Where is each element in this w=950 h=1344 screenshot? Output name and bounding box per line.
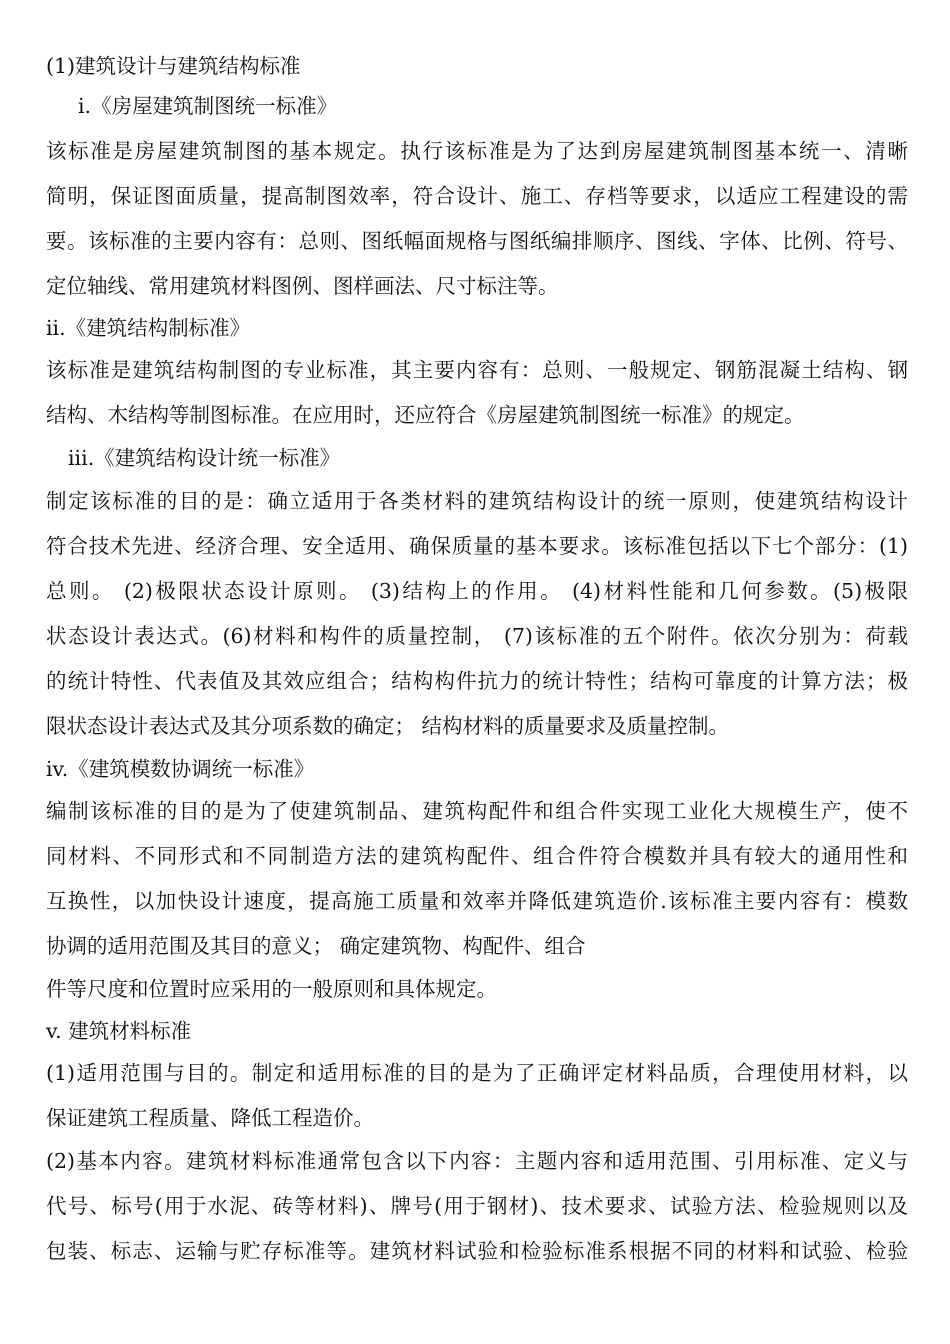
paragraph-line: 件等尺度和位置时应采用的一般原则和具体规定。 (46, 977, 497, 1001)
paragraph-line: 同材料、不同形式和不同制造方法的建筑构配件、组合件符合模数并具有较大的通用性和 (46, 844, 908, 868)
section-heading-1: (1)建筑设计与建筑结构标准 (46, 54, 301, 78)
paragraph-line: 定位轴线、常用建筑材料图例、图样画法、尺寸标注等。 (46, 274, 559, 298)
subheading-i: i.《房屋建筑制图统一标准》 (78, 94, 338, 118)
paragraph-line: 互换性，以加快设计速度，提高施工质量和效率并降低建筑造价.该标准主要内容有：模数 (46, 889, 908, 913)
paragraph-line: 结构、木结构等制图标准。在应用时，还应符合《房屋建筑制图统一标准》的规定。 (46, 403, 805, 427)
paragraph-line: 制定该标准的目的是：确立适用于各类材料的建筑结构设计的统一原则，使建筑结构设计 (46, 489, 908, 513)
paragraph-line: (2)基本内容。建筑材料标准通常包含以下内容：主题内容和适用范围、引用标准、定义与 (46, 1149, 908, 1173)
paragraph-line: 简明，保证图面质量，提高制图效率，符合设计、施工、存档等要求，以适应工程建设的需 (46, 184, 908, 208)
paragraph-line: 包装、标志、运输与贮存标准等。建筑材料试验和检验标准系根据不同的材料和试验、检验 (46, 1239, 908, 1263)
paragraph-line: 该标准是房屋建筑制图的基本规定。执行该标准是为了达到房屋建筑制图基本统一、清晰 (46, 139, 908, 163)
paragraph-line: 的统计特性、代表值及其效应组合；结构构件抗力的统计特性；结构可靠度的计算方法；极 (46, 669, 908, 693)
paragraph-line: 总则。 (2)极限状态设计原则。 (3)结构上的作用。 (4)材料性能和几何参数。(5)极限 (46, 579, 908, 603)
paragraph-line: (1)适用范围与目的。制定和适用标准的目的是为了正确评定材料品质，合理使用材料，以 (46, 1061, 908, 1085)
paragraph-line: 代号、标号(用于水泥、砖等材料)、牌号(用于钢材)、技术要求、试验方法、检验规则以及 (46, 1194, 908, 1218)
paragraph-line: 协调的适用范围及其目的意义； 确定建筑物、构配件、组合 (46, 934, 586, 958)
subheading-ii: ii.《建筑结构制标准》 (46, 316, 251, 340)
paragraph-line: 状态设计表达式。(6)材料和构件的质量控制， (7)该标准的五个附件。依次分别为：荷载 (46, 624, 908, 648)
paragraph-line: 要。该标准的主要内容有：总则、图纸幅面规格与图纸编排顺序、图线、字体、比例、符号、 (46, 229, 908, 253)
paragraph-line: 限状态设计表达式及其分项系数的确定； 结构材料的质量要求及质量控制。 (46, 714, 730, 738)
paragraph-line: 保证建筑工程质量、降低工程造价。 (46, 1106, 374, 1130)
subheading-iv: iv.《建筑模数协调统一标准》 (46, 757, 315, 781)
subheading-v: v. 建筑材料标准 (46, 1019, 192, 1043)
paragraph-line: 符合技术先进、经济合理、安全适用、确保质量的基本要求。该标准包括以下七个部分：(1) (46, 534, 908, 558)
paragraph-line: 编制该标准的目的是为了使建筑制品、建筑构配件和组合件实现工业化大规模生产，使不 (46, 799, 908, 823)
subheading-iii: iii.《建筑结构设计统一标准》 (68, 446, 341, 470)
paragraph-line: 该标准是建筑结构制图的专业标准，其主要内容有：总则、一般规定、钢筋混凝土结构、钢 (46, 358, 908, 382)
